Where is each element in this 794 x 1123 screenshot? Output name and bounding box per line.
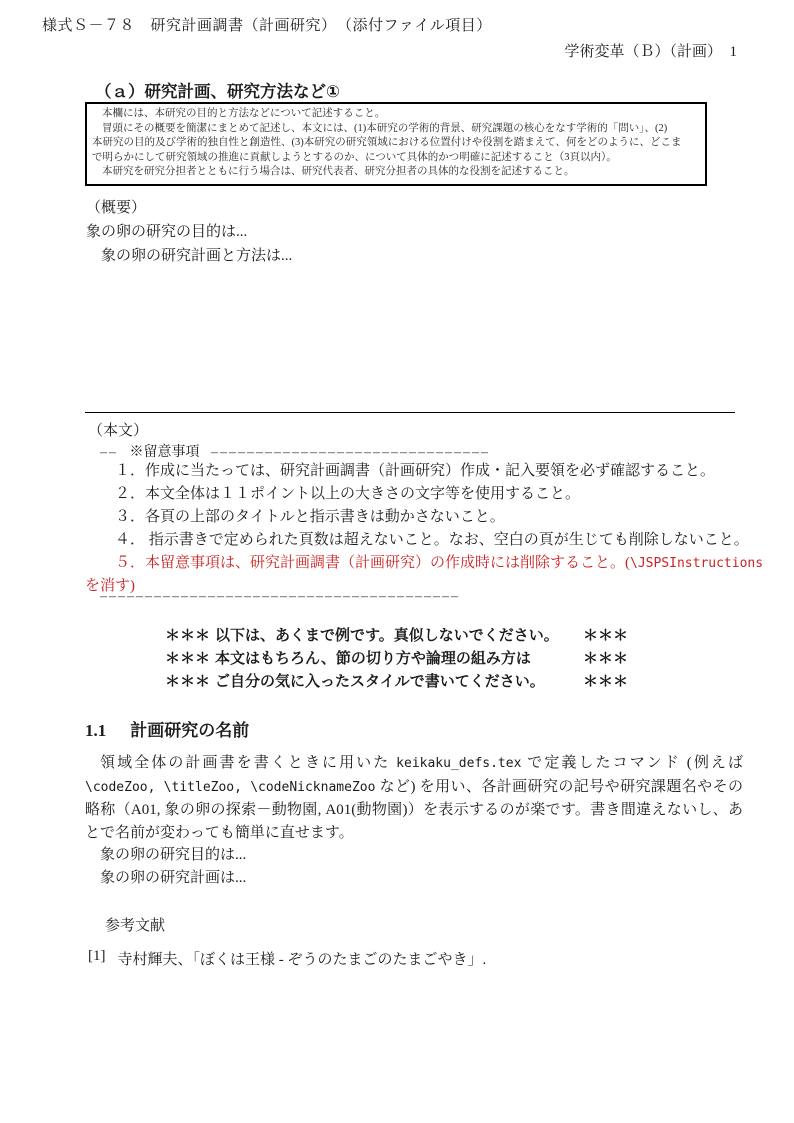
note5-continuation: を消す)	[85, 578, 135, 594]
instruction-box	[85, 102, 707, 186]
overview-label: （概要）	[86, 200, 147, 216]
banner-row	[165, 670, 633, 693]
stars-left: ＊＊＊	[165, 673, 211, 690]
instruction-line: で明らかにして研究領域の推進に貢献しようとするのか、について具体的かつ明確に記述すること（3頁以内）。	[92, 151, 617, 163]
stars-right: ＊＊＊	[583, 650, 629, 667]
banner-text: 本文はもちろん、節の切り方や論理の組み方は	[215, 650, 531, 667]
section-title: 計画研究の名前	[130, 721, 250, 740]
banner-text: ご自分の気に入ったスタイルで書いてください。	[215, 673, 545, 690]
stars-left: ＊＊＊	[165, 627, 211, 644]
reference-number: [1]	[88, 948, 106, 964]
reference-entry	[88, 948, 486, 969]
instruction-line: 本欄には、本研究の目的と方法などについて記述すること。	[102, 108, 386, 119]
references-heading: 参考文献	[105, 918, 166, 934]
overview-section	[86, 196, 292, 268]
note5-latex-command: \JSPSInstructions	[630, 556, 764, 571]
latex-commands: \codeZoo, \titleZoo, \codeNicknameZoo	[85, 779, 376, 795]
note5-text: ５．本留意事項は、研究計画調書（計画研究）の作成時には削除すること。(	[115, 555, 630, 571]
notes-title: ※留意事項	[129, 445, 200, 460]
notes-lead-dashes: ––	[100, 445, 118, 460]
goal-line: 象の卵の研究目的は...	[100, 847, 247, 863]
banner-row	[165, 624, 633, 647]
section-number: 1.1	[85, 721, 107, 740]
overview-plan-line: 象の卵の研究計画と方法は...	[101, 248, 293, 264]
closing-dashed-line: ––––––––––––––––––––––––––––––––––––––––	[100, 589, 460, 604]
instruction-line: 本研究の目的及び学術的独自性と創造性、(3)本研究の研究領域における位置付けや役割を踏まえて、何をどのように、どこま	[92, 137, 682, 149]
text-segment: など) を用い、各計画研究の記号や研究課題名やその略称（A01, 象の卵の探索－動物園, A01(動物園)）を表示するのが楽です。書き間違えないし、あとで名前が変わっても簡単に直せます。	[85, 778, 744, 841]
main-text-label: （本文）	[88, 423, 149, 439]
notes-list	[85, 460, 767, 598]
notes-header	[100, 441, 490, 461]
text-segment: で定義したコマンド (例えば	[521, 755, 743, 771]
banner-row	[165, 647, 633, 670]
overview-purpose-line: 象の卵の研究の目的は...	[86, 224, 248, 240]
section-a-title: （ａ）研究計画、研究方法など①	[95, 83, 340, 101]
stars-right: ＊＊＊	[583, 627, 629, 644]
banner-text: 以下は、あくまで例です。真似しないでください。	[215, 627, 559, 644]
section-1-1-heading	[85, 716, 249, 741]
stars-left: ＊＊＊	[165, 650, 211, 667]
notes-trailing-dashes: –––––––––––––––––––––––––––––––	[211, 445, 490, 460]
plan-line: 象の卵の研究計画は...	[100, 869, 247, 886]
form-code-header: 様式Ｓ－７８ 研究計画調書（計画研究） （添付ファイル項目）	[42, 18, 492, 34]
paragraph-text	[85, 752, 743, 844]
instruction-line: 冒頭にその概要を簡潔にまとめて記述し、本文には、(1)本研究の学術的背景、研究課題の核心をなす学術的「問い」、(2)	[102, 122, 668, 134]
section-divider-line	[85, 412, 735, 413]
example-warning-banner	[165, 624, 633, 693]
latex-filename: keikaku_defs.tex	[396, 756, 522, 771]
instruction-line: 本研究を研究分担者とともに行う場合は、研究代表者、研究分担者の具体的な役割を記述すること。	[102, 166, 575, 178]
body-paragraph	[85, 752, 743, 889]
reference-text: 寺村輝夫、「ぼくは王様 - ぞうのたまごのたまごやき」.	[117, 952, 487, 968]
stars-right: ＊＊＊	[583, 673, 629, 690]
text-segment: 領域全体の計画書を書くときに用いた	[100, 755, 397, 771]
note-item-3: ３．各頁の上部のタイトルと指示書きは動かさないこと。	[115, 509, 505, 525]
note-item-1: １．作成に当たっては、研究計画調書（計画研究）作成・記入要領を必ず確認すること。	[115, 463, 716, 479]
category-page-header: 学術変革（Ｂ）（計画） 1	[564, 44, 737, 60]
note-item-4: ４． 指示書きで定められた頁数は超えないこと。なお、空白の頁が生じても削除しないこと。	[115, 532, 749, 548]
note-item-2: ２．本文全体は１１ポイント以上の大きさの文字等を使用すること。	[115, 486, 581, 502]
